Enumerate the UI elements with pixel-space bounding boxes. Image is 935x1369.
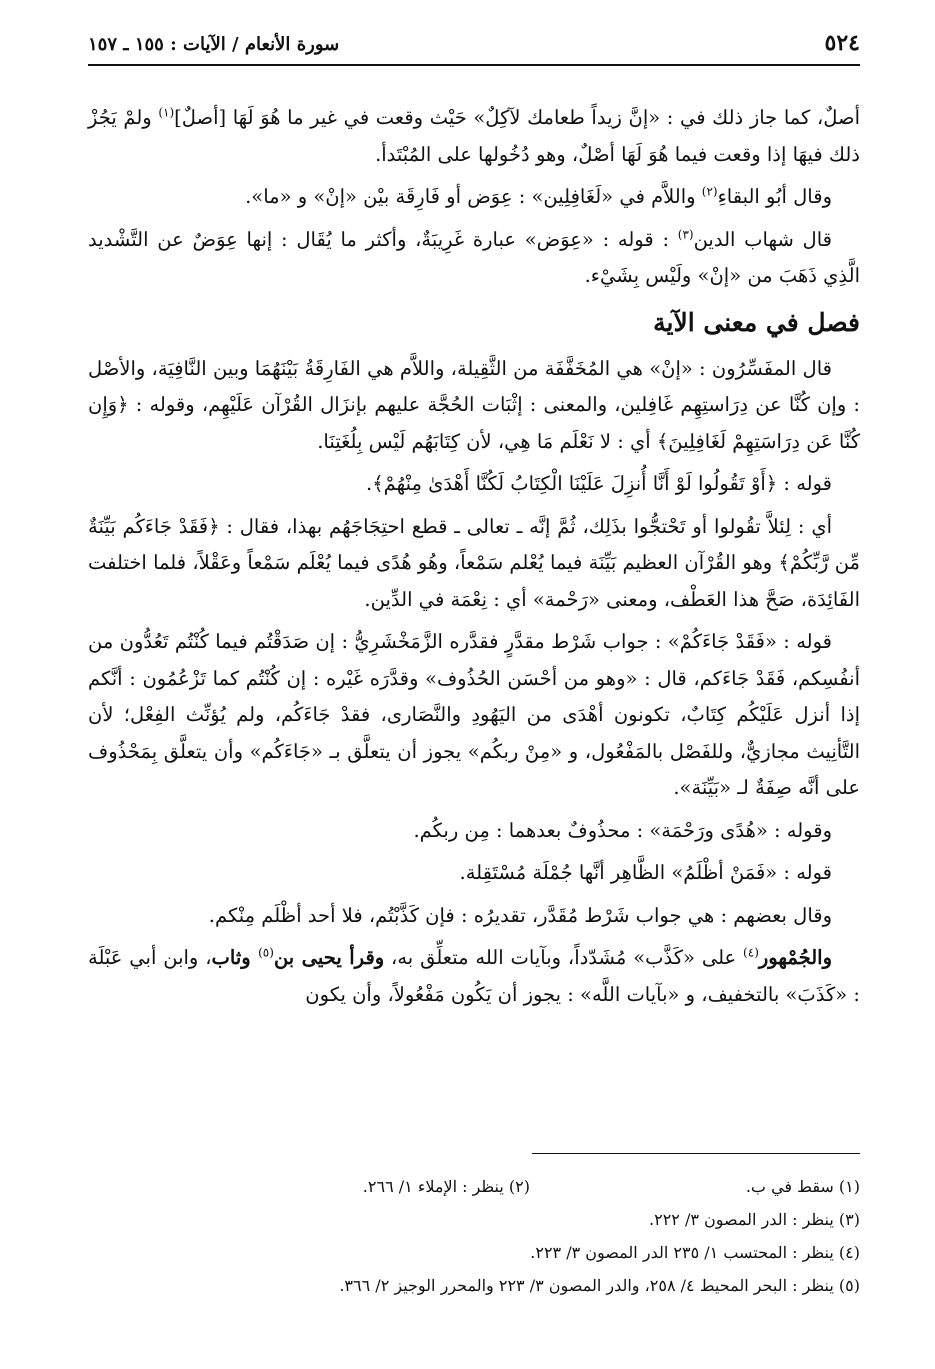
section-heading: فصل في معنى الآية — [653, 307, 860, 337]
footnotes — [88, 1170, 860, 1302]
paragraph-9: قوله : «فَمَنْ أظْلَمُ» الظَّاهِر أنَّها جُمْلَة مُسْتَقِلة. — [459, 861, 832, 884]
paragraph-5: قوله : ﴿أَوْ تَقُولُوا لَوْ أَنَّا أُنزِلَ عَلَيْنَا الْكِتَابُ لَكُنَّا أَهْدَىٰ مِنْهُمْ﴾. — [366, 472, 832, 495]
paragraph-4: قال المفَسِّرُون : «إنْ» هي المُخَفَّفَة من الثَّقِيلة، واللاَّم هي الفَارِقَةُ بَيْنَهُمَا وبين النَّافِيَة، والأصْل : وإن كُنَّا عن دِرَاستِهِم غَافِلين، والمعنى : إثْبَات الحُجَّة عليهم بإنزَال القُرْآن عَلَيْهِم، وقوله : ﴿وَإِن كُنَّا عَن دِرَاسَتِهِمْ لَغَافِلِينَ﴾ أي : لا نَعْلَم مَا هِي، لأن كِتَابَهُم لَيْس بِلُغَتِنَا. — [88, 356, 860, 453]
paragraph-6: أي : لِئلاَّ تقُولوا أو تَحْتجُّوا بذَلِك، ثُمَّ إنَّه ـ تعالى ـ قطع احتِجَاجَهُم بهذا، فقال : ﴿فَقَدْ جَاءَكُم بَيِّنَةٌ مِّن رَّبِّكُمْ﴾ وهو القُرْآن العظيم بَيِّنَة فيما يُعْلم سَمْعاً، وهُو هُدًى فيما يُعْلَم سَمْعاً وعَقْلاً، فلما اختلفت الفَائِدَة، صَحَّ هذا العَطْف، ومعنى «رَحْمة» أي : نِعْمَة في الدِّين. — [88, 514, 860, 611]
paragraph-3: قال شهاب الدين$^{(٣)}$ : قوله : «عِوَض» عبارة غَرِيبَةٌ، وأكثر ما يُقَال : إنها عِوَضٌ عن التَّشْديد الَّذِي ذَهَبَ من «إنْ» ولَيْس بِشَيْء. — [88, 227, 860, 287]
paragraph-2: وقال أبُو البقاءِ$^{(٢)}$ واللاَّم في «لَغَافِلِين» : عِوَض أو فَارِقَة بيْن «إنْ» و «ما». — [245, 184, 832, 208]
paragraph-11: والجُمْهور$^{(٤)}$ على «كَذَّب» مُشَدّداً، وبآيات الله متعلِّق به، وقرأ يحيى بن$^{(٥)}$ وثاب، وابن أبي عَبْلَة : «كَذَبَ» بالتخفيف، و «بآيات اللَّه» : يجوز أن يَكُون مَفْعُولاً، وأن يكون — [88, 945, 860, 1006]
footnote-4: (٤) ينظر : المحتسب ١/ ٢٣٥ الدر المصون ٣/ ٢٢٣. — [530, 1243, 860, 1262]
footnote-ref[interactable]: (٢) — [701, 184, 718, 199]
paragraph-8: وقوله : «هُدًى ورَحْمَة» : محذُوفٌ بعدهما : مِن ربكُم. — [413, 818, 832, 842]
surah-title: سورة الأنعام / الآيات : ١٥٥ ـ ١٥٧ — [88, 34, 340, 55]
footnote-ref[interactable]: (٣) — [677, 227, 694, 241]
running-header — [88, 30, 860, 66]
paragraph-10: وقال بعضهم : هي جواب شَرْط مُقَدَّر، تقديرُه : فإن كَذَّبْتُم، فلا أحد أظْلَم مِنْكم. — [208, 903, 832, 927]
footnote-separator — [532, 1153, 860, 1154]
page-number: ٥٢٤ — [824, 30, 860, 56]
footnote-ref[interactable]: (٥) — [258, 945, 274, 960]
body-text — [88, 100, 860, 1013]
paragraph-7: قوله : «فَقَدْ جَاءَكُمْ» : جواب شَرْط مقدَّرٍ فقدَّره الزَّمَخْشَرِيُّ : إن صَدَقْتُم فيما كُنْتُم تَعُدُّون من أنفُسِكم، فَقَدْ جَاءَكم، قال : «وهو من أحْسَن الحُذُوف» وقدَّرَه غَيْره : إن كُنْتُم كما تَزْعُمُون : أنَّكم إذا أنزل عَلَيْكُم كِتَابٌ، تكونون أهْدَى من اليَهُودِ والنَّصَارى، فقدْ جَاءَكُم، ولم يُؤنِّث الفِعْل؛ لأن التَّأنِيث مجازيٌّ، وللفَصْل بالمَفْعُول، و «مِنْ ربكُم» يجوز أن يتعلَّق بـ «جَاءَكُم» وأن يتعلَّق بِمَحْذُوف على أنَّه صِفَةٌ لـ «بَيِّنَة». — [88, 630, 860, 799]
footnote-ref[interactable]: (٤) — [743, 945, 759, 960]
footnote-row — [88, 1170, 860, 1203]
footnote-ref[interactable]: (١) — [158, 105, 175, 120]
footnote-5: (٥) ينظر : البحر المحيط ٤/ ٢٥٨، والدر المصون ٣/ ٢٢٣ والمحرر الوجيز ٢/ ٣٦٦. — [339, 1276, 860, 1295]
footnote-1: (١) سقط في ب. — [745, 1177, 860, 1196]
paragraph-1: أصلٌ، كما جاز ذلك في : «إنَّ زيداً طعامك لآكِلٌ» حَيْث وقعت في غير ما هُوَ لَهَا [أصلٌ]$^{(١)}$ ولمْ يَجُزْ ذلك فيهَا إذا وقعت فيما هُوَ لَهَا أصْلٌ، وهو دُخُولها على المُبْتَدأ. — [88, 105, 860, 166]
footnote-3: (٣) ينظر : الدر المصون ٣/ ٢٢٢. — [649, 1210, 860, 1229]
footnote-2: (٢) ينظر : الإملاء ١/ ٢٦٦. — [362, 1177, 530, 1196]
